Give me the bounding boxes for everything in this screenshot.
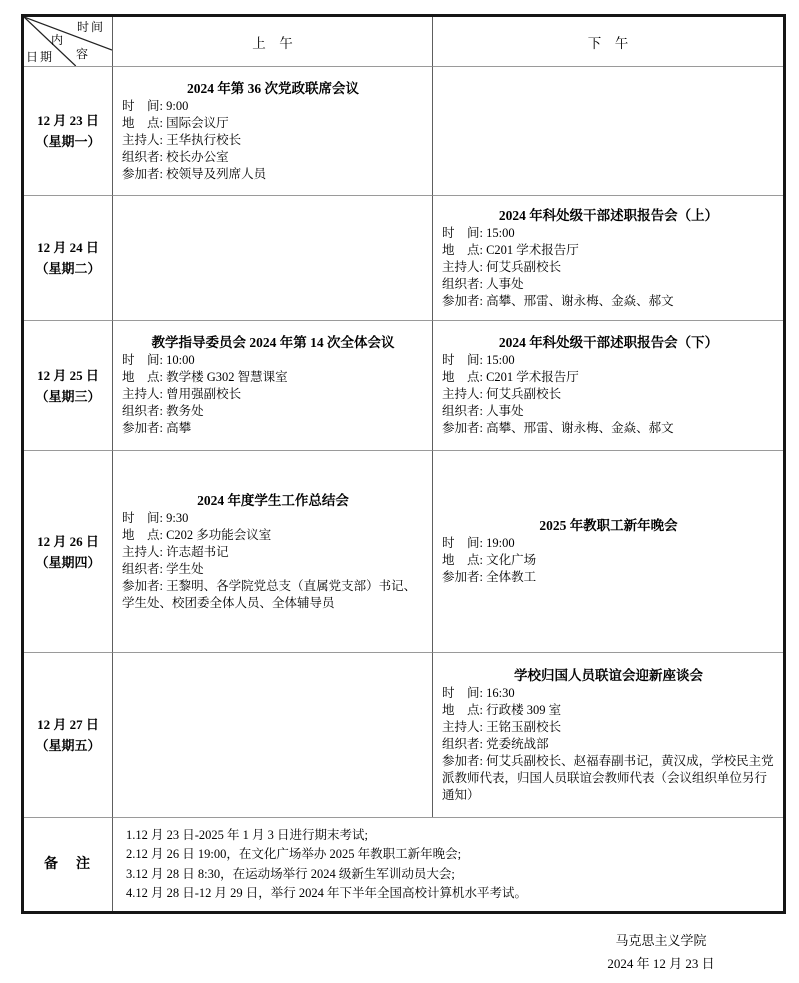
event-line: 地 点: 教学楼 G302 智慧课室 bbox=[122, 370, 288, 384]
column-header-afternoon: 下 午 bbox=[432, 17, 783, 66]
afternoon-cell-dec27 bbox=[432, 652, 783, 817]
table-corner-cell bbox=[24, 17, 112, 66]
event-line: 地 点: 文化广场 bbox=[442, 553, 537, 567]
event-line: 组织者: 人事处 bbox=[442, 276, 524, 291]
morning-cell-dec26 bbox=[112, 450, 432, 652]
event-line: 主持人: 曾用强副校长 bbox=[122, 387, 242, 401]
date-text: 12 月 27 日 bbox=[37, 717, 99, 732]
event-line: 主持人: 何艾兵副校长 bbox=[442, 259, 562, 274]
event-line: 时 间: 15:00 bbox=[442, 225, 515, 240]
event-line: 参加者: 全体教工 bbox=[442, 570, 537, 584]
event-title: 2024 年科处级干部述职报告会（下） bbox=[498, 335, 719, 350]
signature-block bbox=[551, 929, 771, 975]
event bbox=[433, 653, 783, 817]
event bbox=[113, 451, 432, 652]
row-date-dec25 bbox=[24, 320, 112, 450]
remarks-label: 备 注 bbox=[24, 817, 112, 911]
event-line: 组织者: 教务处 bbox=[122, 404, 204, 418]
event bbox=[113, 321, 432, 450]
event-line: 参加者: 校领导及列席人员 bbox=[122, 166, 267, 181]
corner-content-char-top: 内 bbox=[51, 33, 66, 47]
row-date-dec24 bbox=[24, 195, 112, 320]
event-line: 组织者: 校长办公室 bbox=[122, 149, 229, 164]
event-line: 组织者: 人事处 bbox=[442, 404, 524, 418]
event-line: 地 点: C201 学术报告厅 bbox=[442, 242, 579, 257]
weekday-text: （星期一） bbox=[35, 134, 101, 149]
weekday-text: （星期三） bbox=[35, 388, 101, 404]
row-date-dec23 bbox=[24, 66, 112, 195]
event-line: 地 点: C202 多功能会议室 bbox=[122, 527, 272, 542]
event-line: 参加者: 何艾兵副校长、赵福春副书记，黄汉成，学校民主党派教师代表，归国人员联谊会教师代表（会议组织单位另行通知） bbox=[442, 753, 774, 802]
event-title: 2024 年第 36 次党政联席会议 bbox=[186, 80, 360, 96]
afternoon-cell-dec26 bbox=[432, 450, 783, 652]
event-line: 组织者: 党委统战部 bbox=[442, 736, 549, 751]
event-title: 2024 年度学生工作总结会 bbox=[197, 492, 349, 508]
event-line: 主持人: 王华执行校长 bbox=[122, 132, 242, 147]
event-line: 时 间: 19:00 bbox=[442, 536, 515, 550]
event-line: 时 间: 16:30 bbox=[442, 685, 515, 700]
signature-date: 2024 年 12 月 23 日 bbox=[607, 956, 715, 971]
row-date-dec26 bbox=[24, 450, 112, 652]
event-line: 主持人: 王铭玉副校长 bbox=[442, 719, 562, 734]
event-title: 教学指导委员会 2024 年第 14 次全体会议 bbox=[151, 335, 395, 350]
event bbox=[433, 451, 783, 652]
weekday-text: （星期二） bbox=[35, 261, 101, 276]
event-line: 时 间: 10:00 bbox=[122, 353, 195, 367]
event bbox=[433, 321, 783, 450]
remark-line: 3.12 月 28 日 8:30，在运动场举行 2024 级新生军训动员大会; bbox=[126, 866, 455, 881]
event bbox=[433, 196, 783, 320]
remark-line: 2.12 月 26 日 19:00，在文化广场举办 2025 年教职工新年晚会; bbox=[126, 847, 462, 861]
event-title: 2025 年教职工新年晚会 bbox=[539, 518, 678, 533]
afternoon-cell-dec23-empty bbox=[432, 66, 783, 195]
morning-cell-dec25 bbox=[112, 320, 432, 450]
signature-org: 马克思主义学院 bbox=[615, 933, 707, 948]
date-text: 12 月 24 日 bbox=[37, 240, 99, 255]
schedule-table bbox=[21, 14, 786, 914]
morning-cell-dec24-empty bbox=[112, 195, 432, 320]
event-title: 2024 年科处级干部述职报告会（上） bbox=[498, 207, 719, 223]
event-line: 时 间: 9:00 bbox=[122, 98, 189, 113]
date-text: 12 月 25 日 bbox=[37, 367, 99, 383]
remark-line: 4.12 月 28 日-12 月 29 日，举行 2024 年下半年全国高校计算机水平考试。 bbox=[126, 886, 528, 900]
morning-cell-dec23 bbox=[112, 66, 432, 195]
event-line: 参加者: 高攀、邢雷、谢永梅、金焱、郝文 bbox=[442, 421, 674, 435]
event-line: 时 间: 15:00 bbox=[442, 353, 515, 367]
date-text: 12 月 23 日 bbox=[37, 113, 99, 128]
event-line: 组织者: 学生处 bbox=[122, 561, 204, 576]
column-header-morning: 上 午 bbox=[112, 17, 432, 66]
remarks-cell bbox=[112, 817, 783, 911]
event-line: 参加者: 王黎明、各学院党总支（直属党支部）书记、学生处、校团委全体人员、全体辅导员 bbox=[122, 578, 417, 610]
event-line: 地 点: 行政楼 309 室 bbox=[442, 702, 562, 717]
corner-date-label: 日期 bbox=[26, 50, 55, 64]
morning-cell-dec27-empty bbox=[112, 652, 432, 817]
date-text: 12 月 26 日 bbox=[37, 533, 99, 549]
remarks-content bbox=[113, 818, 783, 911]
event-line: 主持人: 许志超书记 bbox=[122, 544, 229, 559]
event-line: 主持人: 何艾兵副校长 bbox=[442, 387, 562, 401]
corner-time-label: 时间 bbox=[76, 20, 105, 34]
weekday-text: （星期四） bbox=[35, 554, 101, 570]
event-line: 参加者: 高攀、邢雷、谢永梅、金焱、郝文 bbox=[442, 293, 674, 308]
remark-line: 1.12 月 23 日-2025 年 1 月 3 日进行期末考试; bbox=[126, 827, 369, 842]
event-line: 地 点: C201 学术报告厅 bbox=[442, 370, 579, 384]
event-title: 学校归国人员联谊会迎新座谈会 bbox=[514, 667, 703, 683]
event bbox=[113, 67, 432, 195]
corner-content-char-bottom: 容 bbox=[76, 47, 91, 61]
weekday-text: （星期五） bbox=[35, 738, 101, 753]
event-line: 地 点: 国际会议厅 bbox=[122, 115, 229, 130]
row-date-dec27 bbox=[24, 652, 112, 817]
event-line: 参加者: 高攀 bbox=[122, 421, 192, 435]
afternoon-cell-dec24 bbox=[432, 195, 783, 320]
afternoon-cell-dec25 bbox=[432, 320, 783, 450]
event-line: 时 间: 9:30 bbox=[122, 510, 189, 525]
